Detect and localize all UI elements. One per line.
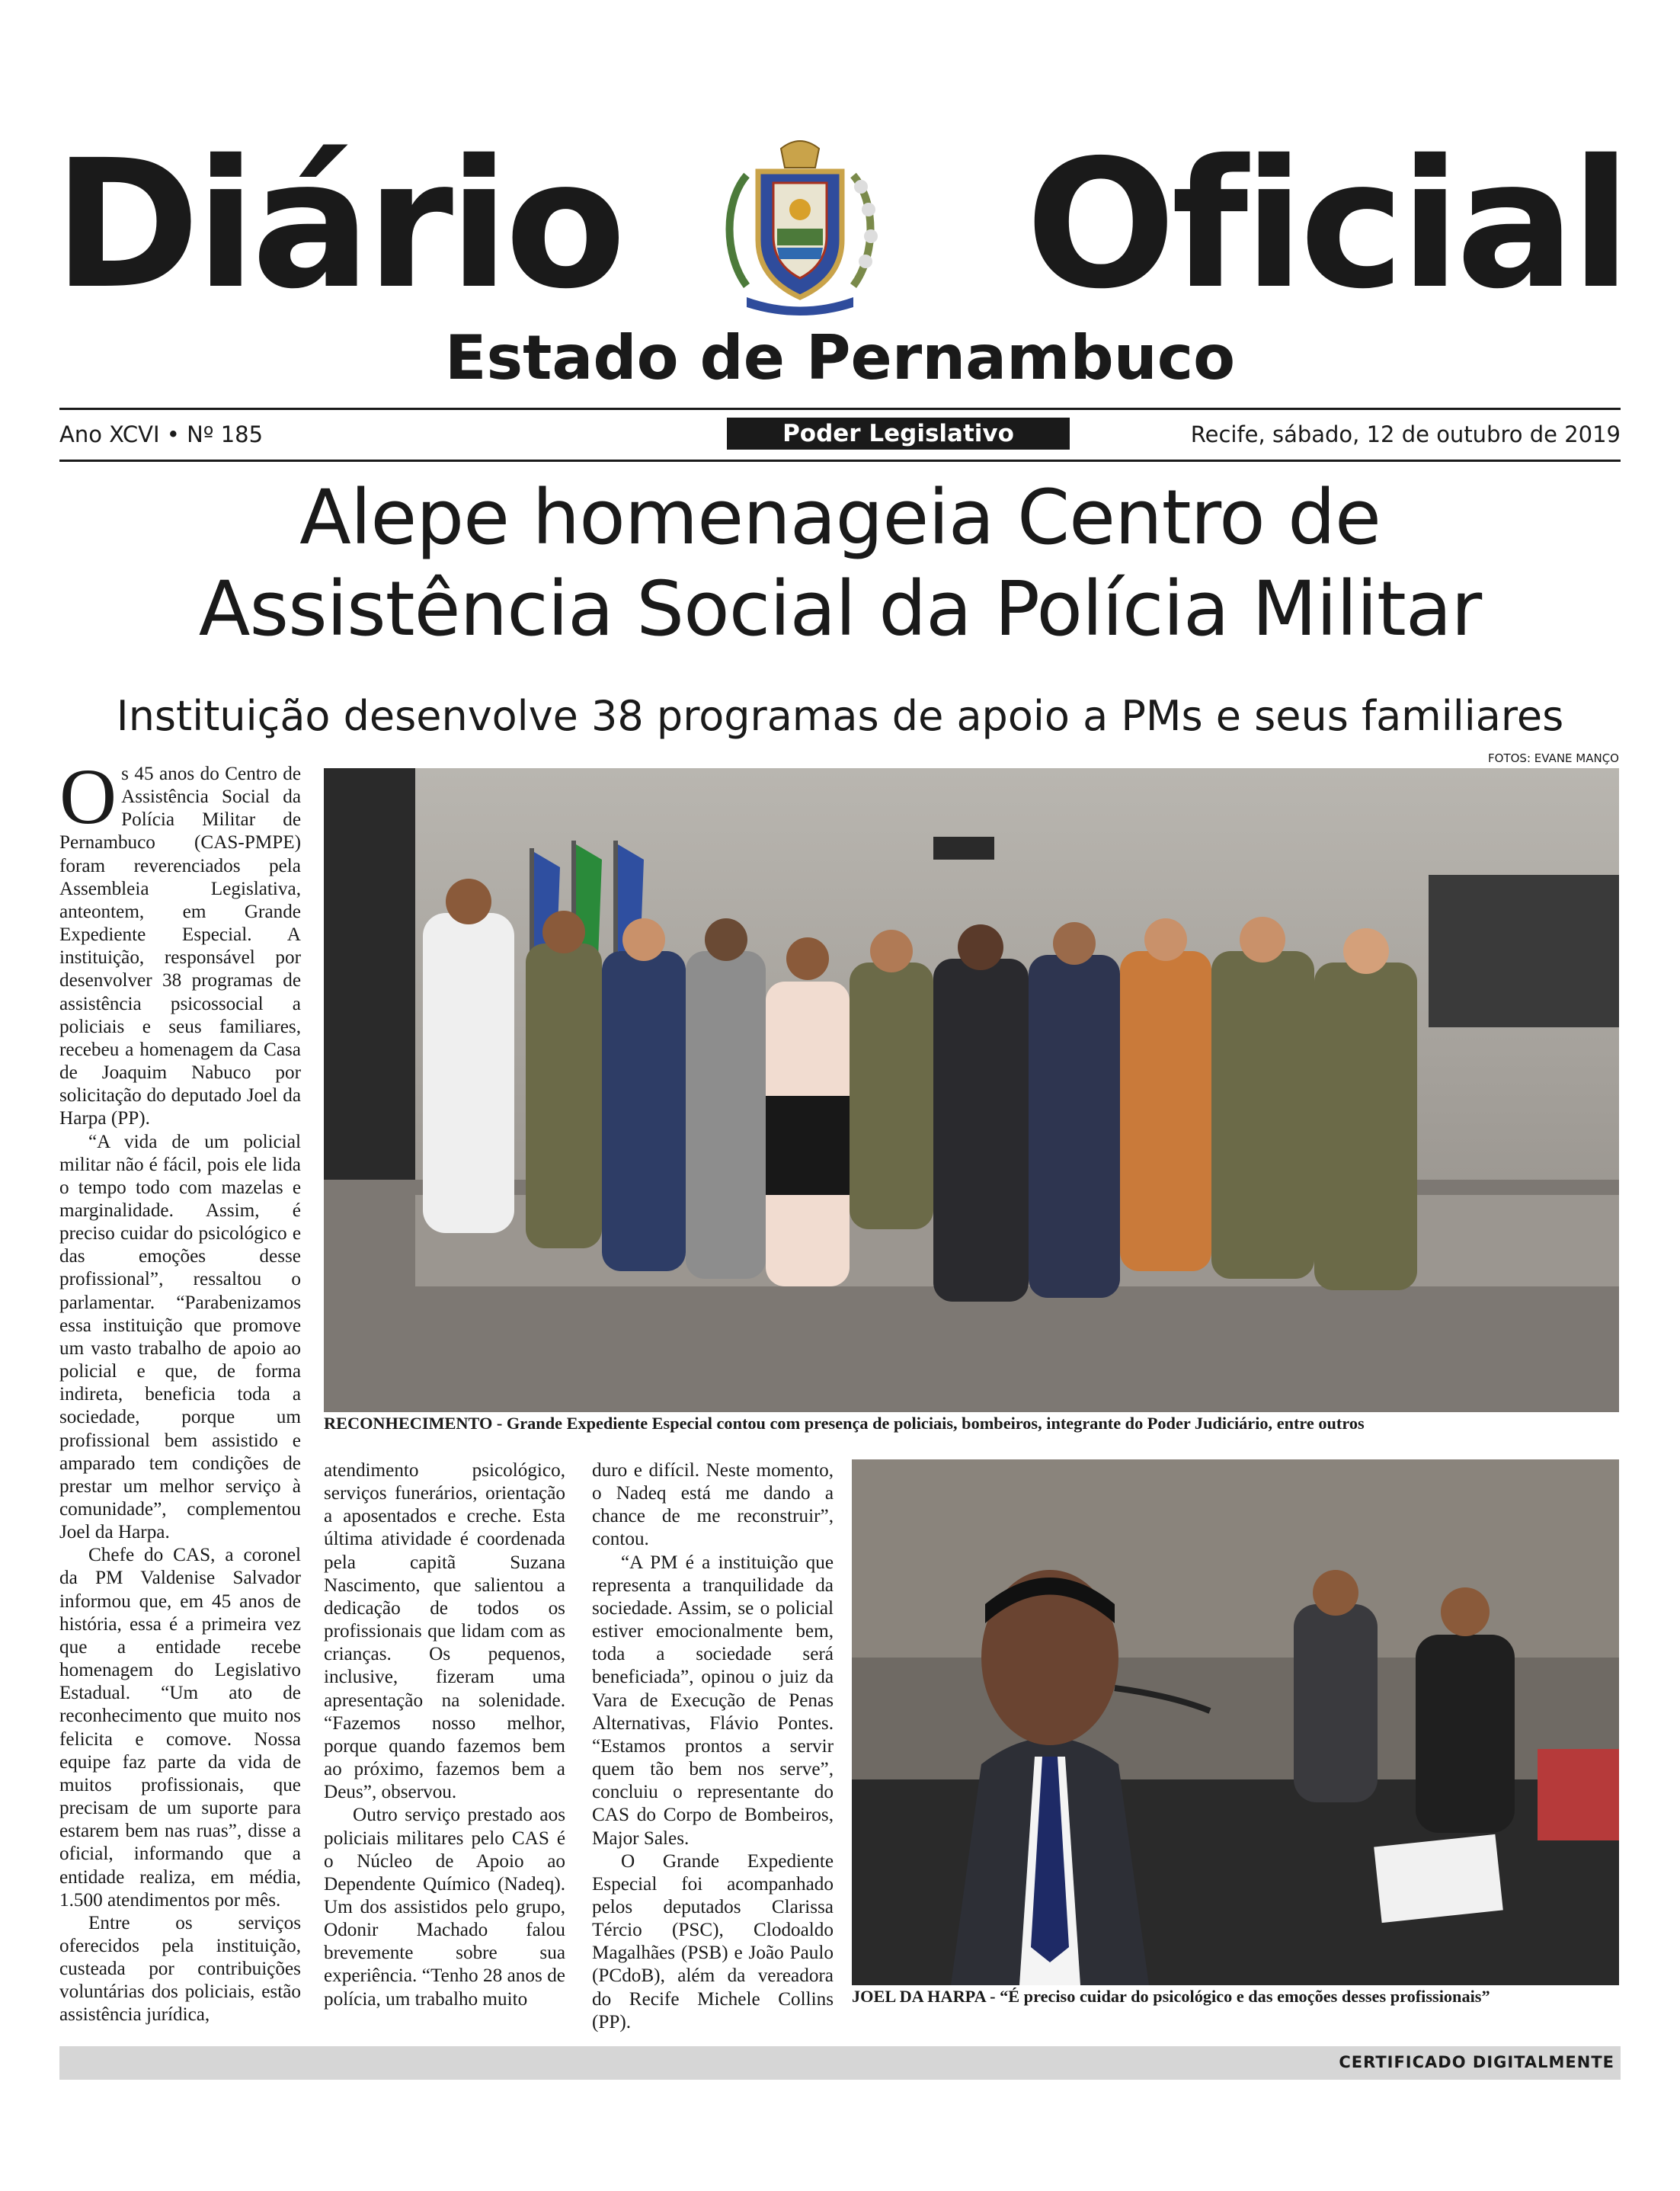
issue-date: Recife, sábado, 12 de outubro de 2019 bbox=[1190, 421, 1621, 447]
headline-line-1: Alepe homenageia Centro de bbox=[299, 474, 1381, 562]
digital-certification-label: CERTIFICADO DIGITALMENTE bbox=[1339, 2053, 1614, 2071]
bottom-rule bbox=[59, 460, 1621, 462]
photo-caption-main: RECONHECIMENTO - Grande Expediente Especial contou com presença de policiais, bombeiros, integrante do Poder Judiciário, entre outros bbox=[324, 1414, 1365, 1433]
photo-caption-secondary: JOEL DA HARPA - “É preciso cuidar do psicológico e das emoções desses profissionais” bbox=[852, 1987, 1490, 2006]
headline-line-2: Assistência Social da Polícia Militar bbox=[198, 565, 1482, 653]
photo-credit: FOTOS: EVANE MANÇO bbox=[1488, 751, 1619, 765]
paragraph: “A PM é a instituição que representa a tranquilidade da sociedade. Assim, se o policial estiver emocionalmente bem, toda a sociedade será beneficiada”, opinou o juiz da Vara de Execução de Penas Alternativas, Flávio Pontes. “Estamos prontos a servir quem tão bem nos serve”, concluiu o representante do CAS do Corpo de Bombeiros, Major Sales. bbox=[592, 1552, 834, 1849]
pernambuco-coat-of-arms-icon bbox=[716, 133, 884, 316]
paragraph: Outro serviço prestado aos policiais militares pelo CAS é o Núcleo de Apoio ao Dependente Químico (Nadeq). Um dos assistidos pelo grupo, Odonir Machado falou brevemente sobre sua experiência. “Tenho 28 anos de polícia, um trabalho muito bbox=[324, 1805, 565, 2010]
drop-cap: O bbox=[59, 753, 117, 841]
paragraph: atendimento psicológico, serviços funerários, orientação a aposentados e creche. Esta última atividade é coordenada pela capitã Suzana Nascimento, que salientou a dedicação de todos os profissionais que lidam com as crianças. Os pequenos, inclusive, fizeram uma apresentação na solenidade. “Fazemos nosso melhor, porque quando fazemos bem ao próximo, fazemos bem a Deus”, observou. bbox=[324, 1460, 565, 1803]
paragraph: “A vida de um policial militar não é fácil, pois ele lida o tempo todo com mazelas e marginalidade. Assim, é preciso cuidar do psicológico e das emoções desse profissional”, ressaltou o parlamentar. “Parabenizamos essa instituição que promove um vasto trabalho de apoio ao policial e que, de forma indireta, beneficia toda a sociedade, porque um profissional bem assistido e amparado tem condições de prestar um melhor serviço à comunidade”, complementou Joel da Harpa. bbox=[59, 1131, 301, 1543]
issue-info-bar bbox=[59, 415, 1621, 453]
article-column-1 bbox=[59, 753, 301, 2027]
joel-da-harpa-photo bbox=[852, 1459, 1619, 1985]
section-badge: Poder Legislativo bbox=[727, 418, 1070, 450]
masthead-word-left: Diário bbox=[53, 122, 622, 328]
paragraph: duro e difícil. Neste momento, o Nadeq está me dando a chance de me reconstruir”, contou. bbox=[592, 1460, 834, 1550]
paragraph: Os 45 anos do Centro de Assistência Social da Polícia Militar de Pernambuco (CAS-PMPE) foram reverenciados pela Assembleia Legislativa, anteontem, em Grande Expediente Especial. A instituição, responsável por desenvolver 38 programas de assistência psicossocial a policiais e seus familiares, recebeu a homenagem da Casa de Joaquim Nabuco por solicitação do deputado Joel da Harpa (PP). bbox=[59, 753, 301, 1129]
group-photo bbox=[324, 768, 1619, 1412]
headline bbox=[0, 472, 1680, 655]
article-column-2 bbox=[324, 1459, 565, 2011]
subheadline: Instituição desenvolve 38 programas de apoio a PMs e seus familiares bbox=[116, 692, 1564, 740]
masthead-word-right: Oficial bbox=[1026, 122, 1627, 328]
paragraph: O Grande Expediente Especial foi acompanhado pelos deputados Clarissa Tércio (PSC), Clodoaldo Magalhães (PSB) e João Paulo (PCdoB), além da vereadora do Recife Michele Collins (PP). bbox=[592, 1850, 834, 2032]
paragraph: Entre os serviços oferecidos pela instituição, custeada por contribuições voluntárias dos policiais, estão assistência jurídica, bbox=[59, 1912, 301, 2026]
issue-number: Ano XCVI • Nº 185 bbox=[59, 421, 264, 447]
article-column-3 bbox=[592, 1459, 834, 2034]
top-rule bbox=[59, 408, 1621, 410]
paragraph: Chefe do CAS, a coronel da PM Valdenise Salvador informou que, em 45 anos de história, essa é a primeira vez que a entidade recebe homenagem do Legislativo Estadual. “Um ato de reconhecimento que muito nos felicita e comove. Nossa equipe faz parte da vida de muitos profissionais, que precisam de um suporte para estarem bem nas ruas”, disse a oficial, informando que a entidade realiza, em média, 1.500 atendimentos por mês. bbox=[59, 1545, 301, 1911]
state-name: Estado de Pernambuco bbox=[444, 322, 1236, 393]
